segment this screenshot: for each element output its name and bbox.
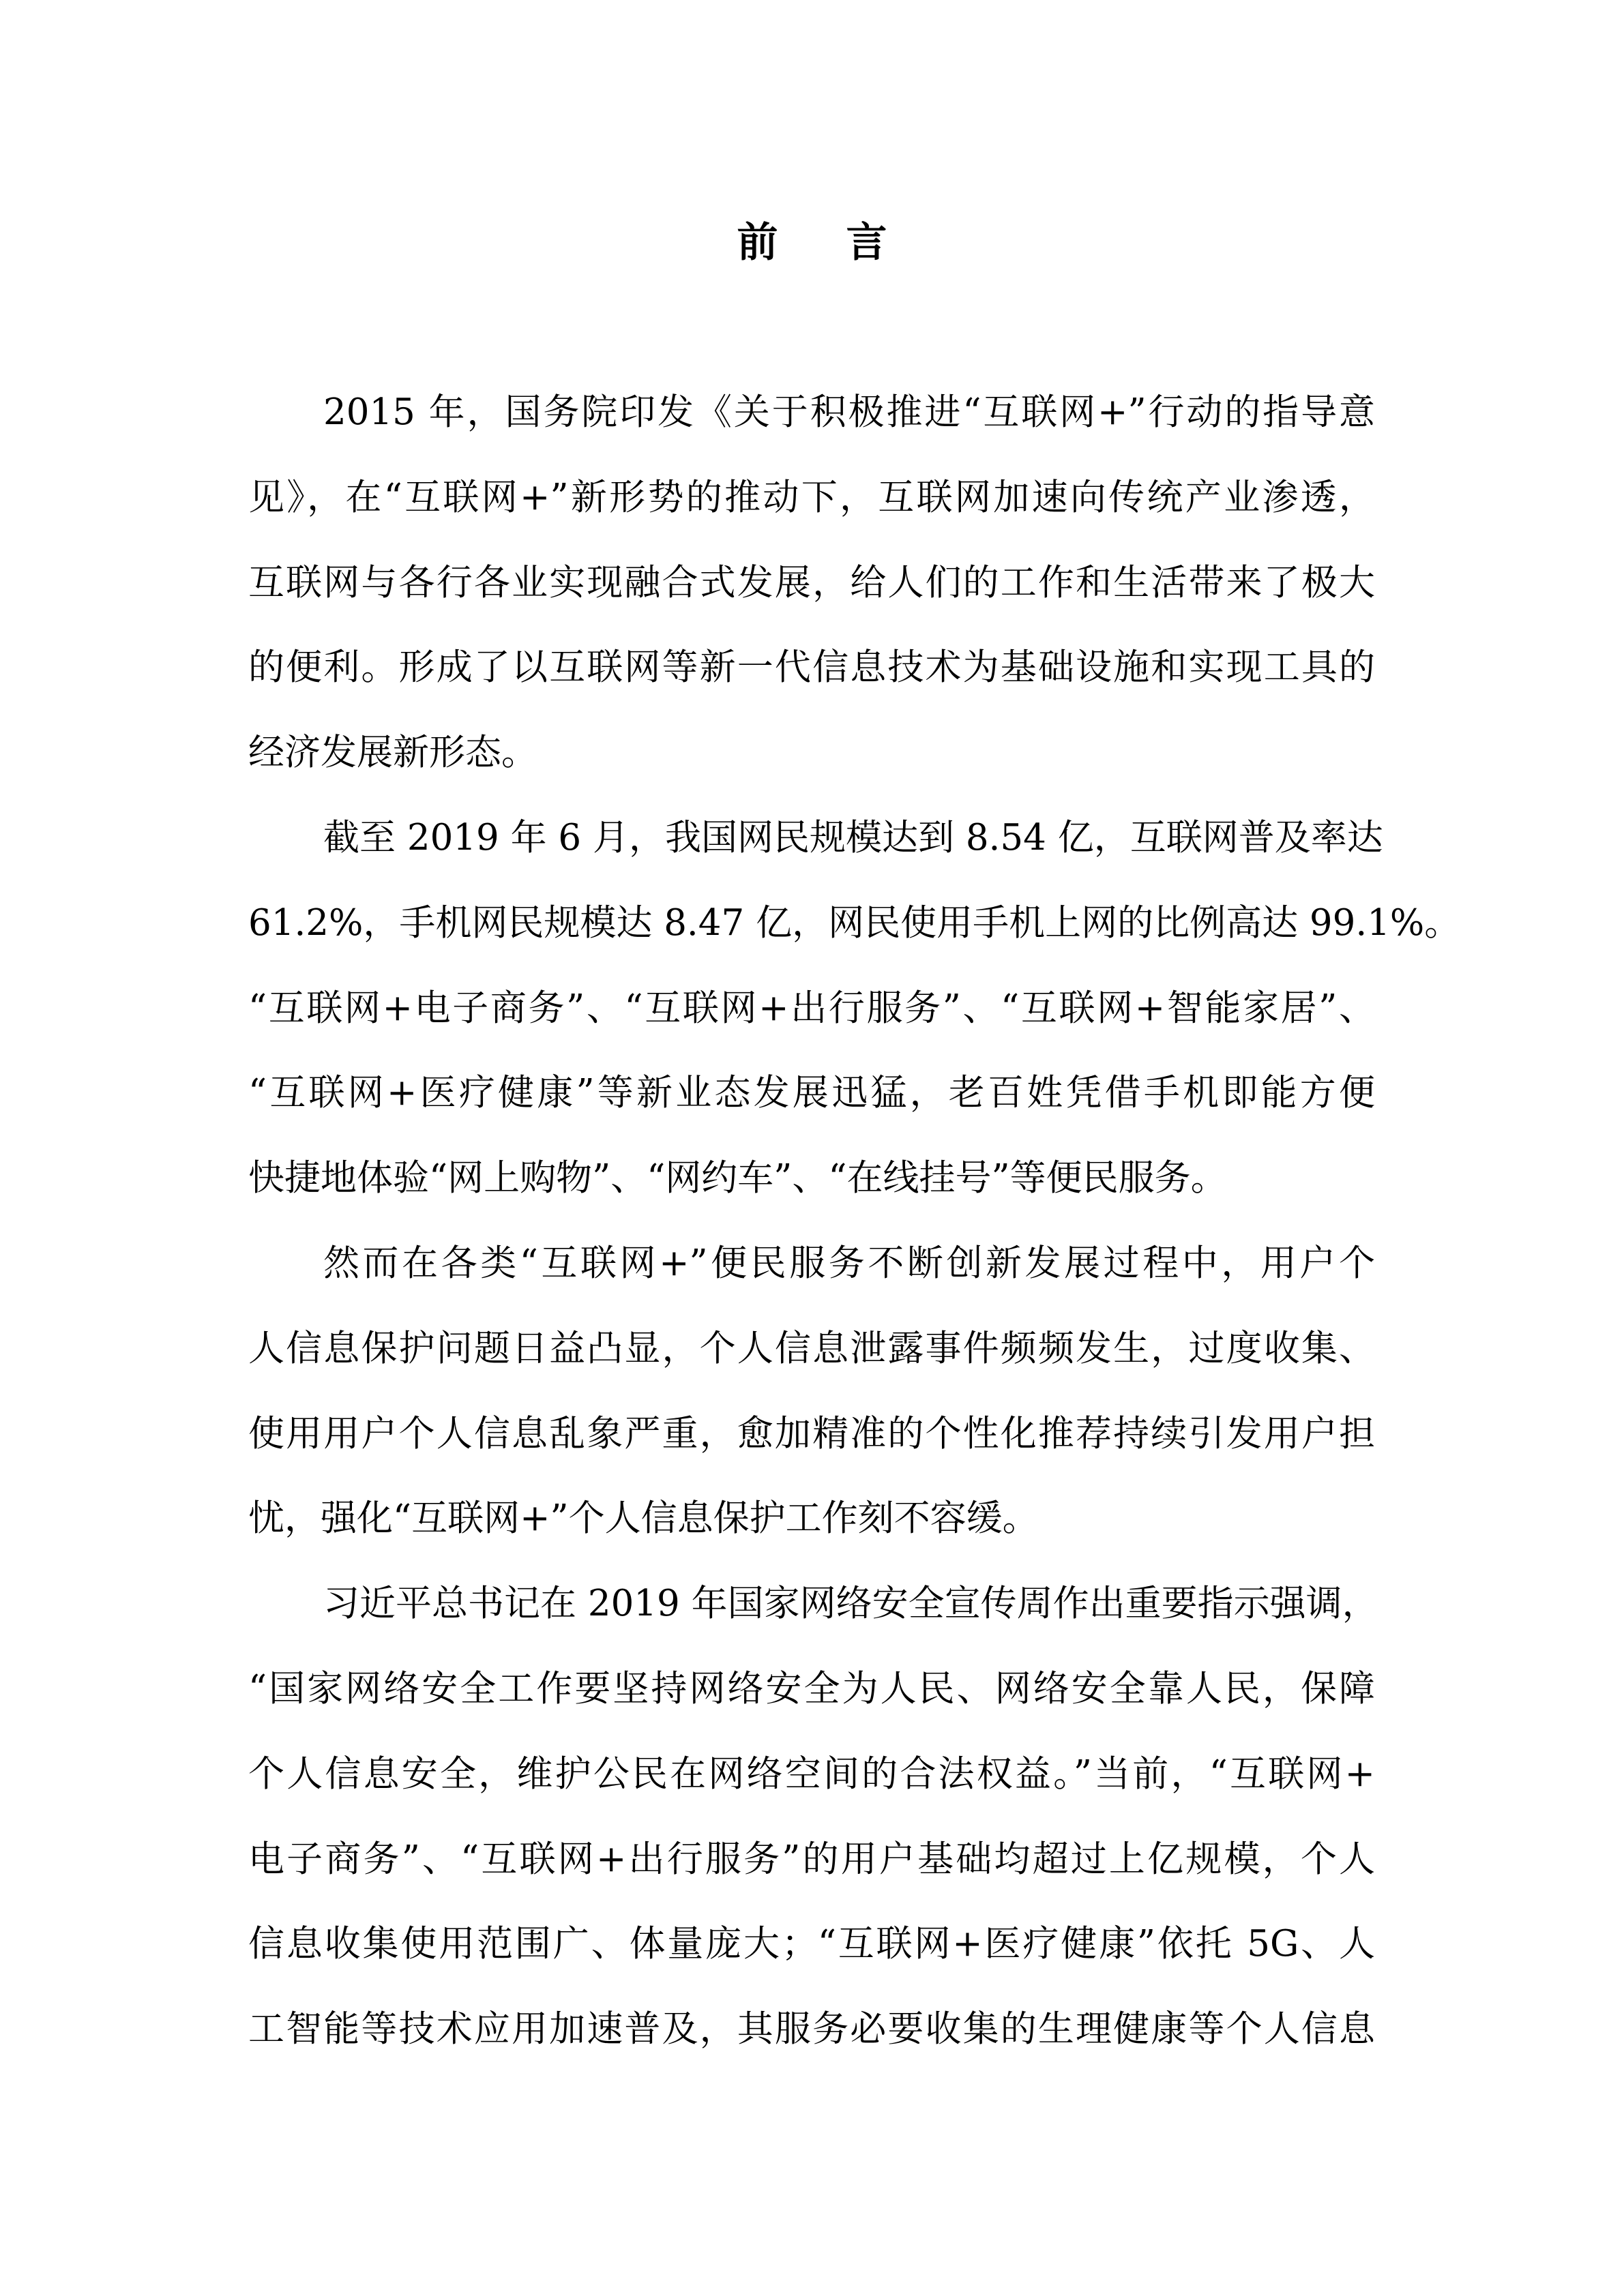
text-line: “互联网+电子商务”、“互联网+出行服务”、“互联网+智能家居”、 (248, 987, 1375, 1029)
document-body (248, 391, 1461, 2093)
text-line: “国家网络安全工作要坚持网络安全为人民、网络安全靠人民，保障 (248, 1667, 1375, 1710)
text-line: 互联网与各行各业实现融合式发展，给人们的工作和生活带来了极大 (248, 561, 1375, 603)
paragraph-3 (248, 1242, 1375, 1583)
paragraph-1 (248, 391, 1375, 817)
text-line: 信息收集使用范围广、体量庞大；“互联网+医疗健康”依托 5G、人 (248, 1923, 1375, 1965)
text-line: 快捷地体验“网上购物”、“网约车”、“在线挂号”等便民服务。 (248, 1157, 1227, 1199)
text-line: 见》，在“互联网+”新形势的推动下，互联网加速向传统产业渗透， (248, 476, 1375, 518)
text-line: 忧，强化“互联网+”个人信息保护工作刻不容缓。 (248, 1497, 1039, 1540)
text-line: 经济发展新形态。 (248, 732, 537, 774)
page-title (0, 217, 1624, 269)
text-line: 人信息保护问题日益凸显，个人信息泄露事件频频发生，过度收集、 (248, 1327, 1375, 1369)
text-line: 的便利。形成了以互联网等新一代信息技术为基础设施和实现工具的 (248, 646, 1375, 689)
text-line: 电子商务”、“互联网+出行服务”的用户基础均超过上亿规模，个人 (248, 1838, 1375, 1880)
paragraph-4 (248, 1583, 1378, 2093)
paragraph-2 (248, 816, 1461, 1242)
text-line: 2015 年，国务院印发《关于积极推进“互联网+”行动的指导意 (323, 391, 1375, 433)
title-char-1: 前 (737, 219, 778, 267)
text-line: 然而在各类“互联网+”便民服务不断创新发展过程中，用户个 (323, 1242, 1375, 1284)
title-char-2: 言 (846, 219, 887, 267)
text-line: 工智能等技术应用加速普及，其服务必要收集的生理健康等个人信息 (248, 2008, 1375, 2051)
text-line: 61.2%，手机网民规模达 8.47 亿，网民使用手机上网的比例高达 99.1%。 (248, 901, 1461, 944)
text-line: 习近平总书记在 2019 年国家网络安全宣传周作出重要指示强调， (323, 1583, 1378, 1625)
text-line: 使用用户个人信息乱象严重，愈加精准的个性化推荐持续引发用户担 (248, 1412, 1375, 1455)
text-line: “互联网+医疗健康”等新业态发展迅猛，老百姓凭借手机即能方便 (248, 1072, 1375, 1114)
text-line: 截至 2019 年 6 月，我国网民规模达到 8.54 亿，互联网普及率达 (323, 816, 1383, 859)
text-line: 个人信息安全，维护公民在网络空间的合法权益。”当前，“互联网+ (248, 1753, 1375, 1795)
